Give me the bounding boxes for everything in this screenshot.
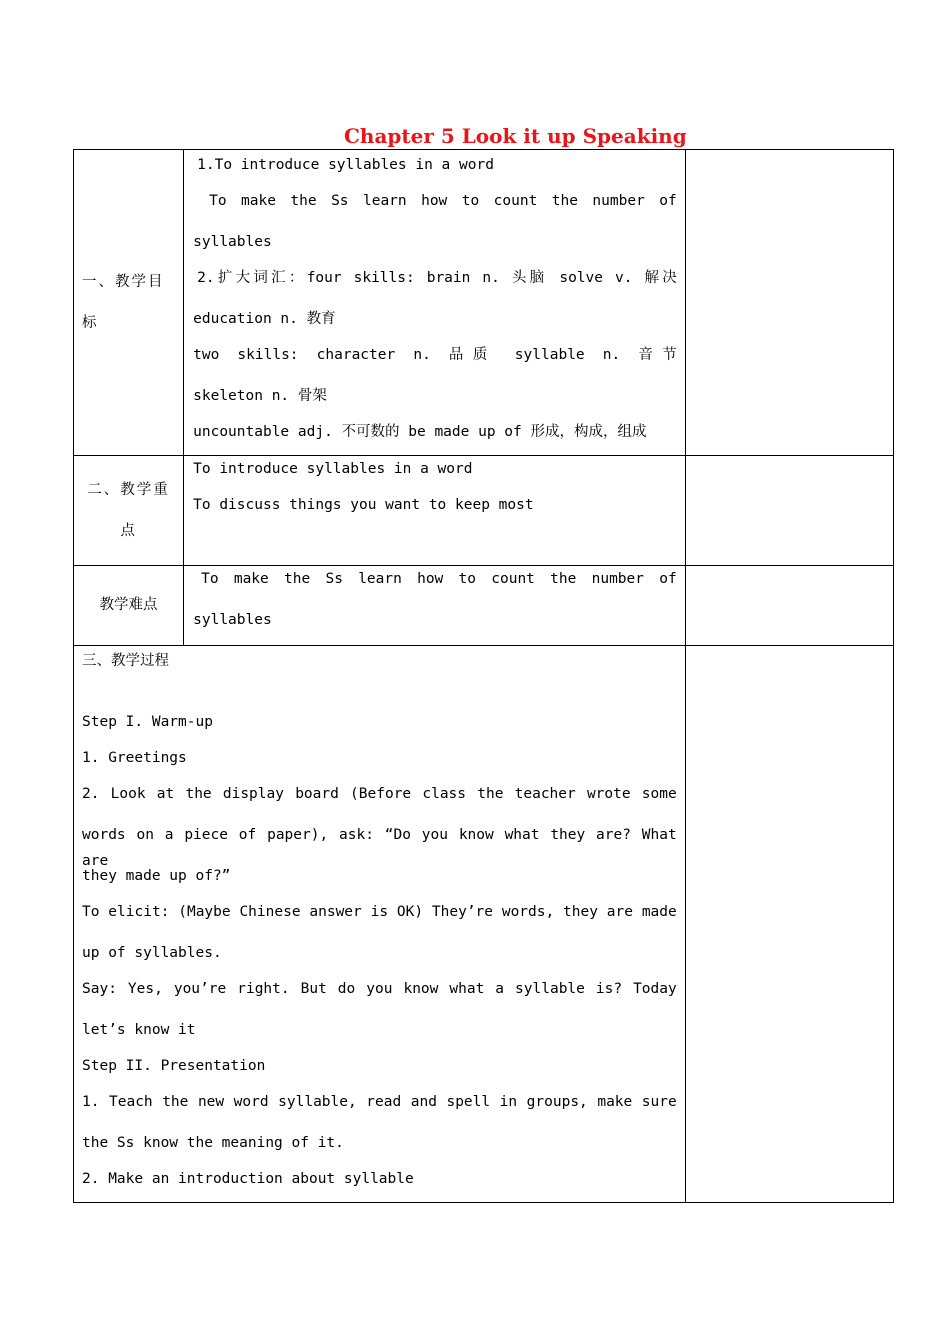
process-line: Step I. Warm-up <box>82 714 213 730</box>
objectives-label-cell <box>74 150 184 456</box>
objectives-row <box>74 150 894 456</box>
objectives-line: education n. 教育 <box>193 311 336 327</box>
process-line: the Ss know the meaning of it. <box>82 1135 344 1151</box>
key-points-content <box>184 456 686 566</box>
objectives-line: uncountable adj. 不可数的 be made up of 形成，构成，组成 <box>193 424 647 440</box>
process-line: Step II. Presentation <box>82 1058 266 1074</box>
key-points-label: 二、教学重点 <box>87 481 170 539</box>
process-side-cell <box>685 646 893 1203</box>
process-heading: 三、教学过程 <box>82 653 169 669</box>
key-points-line: To introduce syllables in a word <box>193 461 473 477</box>
process-line: 2. Make an introduction about syllable <box>82 1171 414 1187</box>
difficulties-line: To make the Ss learn how to count the number of <box>201 571 677 587</box>
objectives-line: skeleton n. 骨架 <box>193 388 327 404</box>
key-points-label-cell <box>74 456 184 566</box>
difficulties-label: 教学难点 <box>99 597 158 613</box>
page-title: Chapter 5 Look it up Speaking <box>344 124 687 148</box>
objectives-label: 一、教学目标 <box>82 273 165 331</box>
key-points-side-cell <box>685 456 893 566</box>
process-line: words on a piece of paper), ask: “Do you know what they are? What are <box>82 827 677 869</box>
process-line: 2. Look at the display board (Before class the teacher wrote some <box>82 786 677 802</box>
lesson-plan-table <box>73 149 894 1203</box>
key-points-line: To discuss things you want to keep most <box>193 497 534 513</box>
objectives-side-cell <box>685 150 893 456</box>
process-row <box>74 646 894 1203</box>
difficulties-content <box>184 566 686 646</box>
process-line: 1. Greetings <box>82 750 187 766</box>
key-points-row <box>74 456 894 566</box>
objectives-line: syllables <box>193 234 272 250</box>
objectives-line: 2.扩大词汇：four skills: brain n. 头脑 solve v. 解决 <box>197 270 677 286</box>
process-content <box>74 646 686 1203</box>
process-line: Say: Yes, you’re right. But do you know what a syllable is? Today <box>82 981 677 997</box>
process-line: let’s know it <box>82 1022 196 1038</box>
objectives-content <box>184 150 686 456</box>
difficulties-line: syllables <box>193 612 272 628</box>
process-line: 1. Teach the new word syllable, read and spell in groups, make sure <box>82 1094 677 1110</box>
objectives-line: To make the Ss learn how to count the number of <box>209 193 677 209</box>
objectives-line: 1.To introduce syllables in a word <box>197 157 494 173</box>
objectives-line: two skills: character n. 品质 syllable n. 音节 <box>193 347 677 363</box>
difficulties-label-cell <box>74 566 184 646</box>
process-line: To elicit: (Maybe Chinese answer is OK) They’re words, they are made <box>82 904 677 920</box>
process-line: they made up of?” <box>82 868 231 884</box>
process-line: up of syllables. <box>82 945 222 961</box>
difficulties-side-cell <box>685 566 893 646</box>
difficulties-row <box>74 566 894 646</box>
